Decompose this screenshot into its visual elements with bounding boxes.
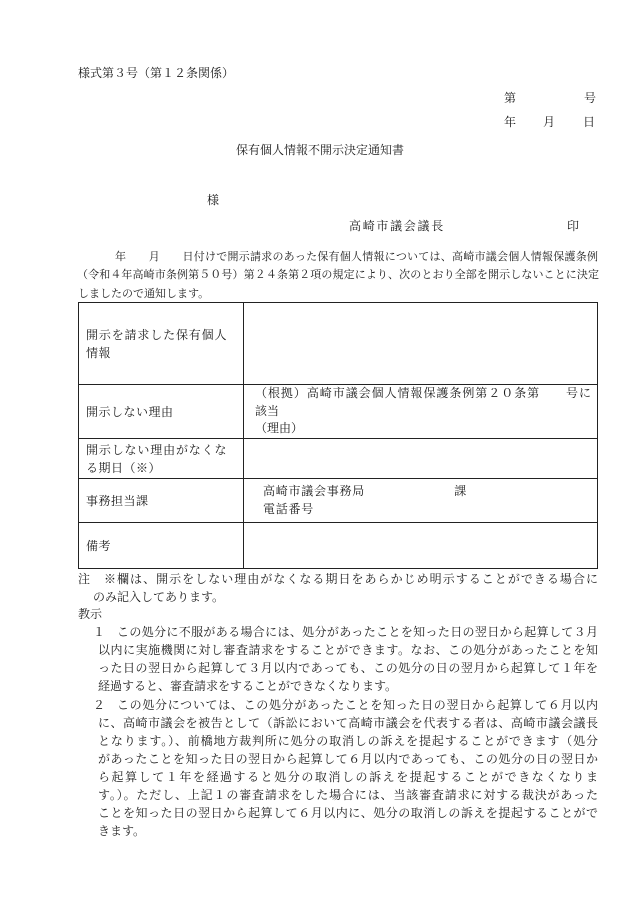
instruction-line: す。）。ただし、上記１の審査請求をした場合には、当該審査請求に対する裁決があった <box>98 788 598 802</box>
form-number: 様式第３号（第１２条関係） <box>78 66 235 80</box>
instruction-line: 以内に実施機関に対し審査請求をすることができます。なお、この処分があったことを知 <box>98 643 598 657</box>
instructions-heading: 教示 <box>78 607 103 621</box>
document-number-prefix: 第 <box>504 91 517 105</box>
instruction-line: この処分については、この処分があったことを知った日の翌日から起算して６月以内 <box>117 698 598 712</box>
responsible-section-label: 事務担当課 <box>86 493 149 508</box>
reason-expiry-date-label: 開示しない理由がなくなる期日（※） <box>86 442 227 475</box>
reason-expiry-date-value <box>244 439 597 479</box>
instruction-line: この処分に不服がある場合には、処分があったことを知った日の翌日から起算して３月 <box>117 625 598 639</box>
remarks-value <box>244 523 597 568</box>
requested-information-value <box>244 303 597 385</box>
table-row-label-cell <box>79 303 244 385</box>
instruction-line: に、高崎市議会を被告として（訴訟において高崎市議会を代表する者は、高崎市議会議長 <box>98 716 598 730</box>
instruction-line: 経過すると、審査請求をすることができなくなります。 <box>98 679 398 693</box>
non-disclosure-reason-value <box>244 385 597 439</box>
responsible-section-value <box>244 479 597 523</box>
note-line: ※欄は、開示をしない理由がなくなる期日をあらかじめ明示することができる場合に <box>104 572 598 586</box>
legal-basis-line: （根拠）高崎市議会個人情報保護条例第２０条第 号に <box>255 386 591 401</box>
intro-line: しましたので通知します。 <box>78 287 210 300</box>
instruction-line: きます。 <box>98 824 146 838</box>
intro-line: （令和４年高崎市条例第５０号）第２４条第２項の規定により、次のとおり全部を開示しないことに決定 <box>77 268 599 281</box>
instruction-item-number: ２ <box>93 698 106 712</box>
sender-name: 高崎市議会議長 <box>349 219 445 233</box>
remarks-label: 備考 <box>86 538 112 553</box>
disclosure-table <box>78 302 598 569</box>
phone-number-label: 電話番号 <box>263 501 315 516</box>
instruction-line: ことを知った日の翌日から起算して６月以内に、処分の取消しの訴えを提起することがで <box>98 806 598 820</box>
date-month: 月 <box>543 115 556 129</box>
addressee-suffix: 様 <box>207 193 220 207</box>
table-row-label-cell <box>79 385 244 439</box>
table-row-label-cell <box>79 523 244 568</box>
seal-mark: 印 <box>567 219 580 233</box>
instruction-line: った日の翌日から起算して３月以内であっても、この処分の日の翌月から起算して１年を <box>98 661 598 675</box>
note-line: のみ記入してあります。 <box>93 590 225 604</box>
intro-line: 年 月 日付けで開示請求のあった保有個人情報については、高崎市議会個人情報保護条例 <box>115 250 598 263</box>
reason-label: （理由） <box>255 421 304 436</box>
office-name: 高崎市議会事務局 課 <box>263 484 468 498</box>
instruction-line: となります。）、前橋地方裁判所に処分の取消しの訴えを提起することができます（処分 <box>98 734 598 748</box>
date-year: 年 <box>504 115 517 129</box>
requested-information-label: 開示を請求した保有個人情報 <box>86 327 227 360</box>
non-disclosure-reason-label: 開示しない理由 <box>86 404 174 419</box>
instruction-line: ら起算して１年を経過すると処分の取消しの訴えを提起することができなくなりま <box>98 770 598 784</box>
page-title: 保有個人情報不開示決定通知書 <box>235 143 404 157</box>
note-label: 注 <box>78 572 91 586</box>
table-row-label-cell <box>79 439 244 479</box>
instruction-item-number: １ <box>93 625 106 639</box>
document-number-suffix: 号 <box>584 91 597 105</box>
table-row-label-cell <box>79 479 244 523</box>
date-day: 日 <box>583 115 596 129</box>
instruction-line: があったことを知った日の翌日から起算して６月以内であっても、この処分の日の翌日か <box>98 752 598 766</box>
legal-basis-line: 該当 <box>255 403 280 418</box>
